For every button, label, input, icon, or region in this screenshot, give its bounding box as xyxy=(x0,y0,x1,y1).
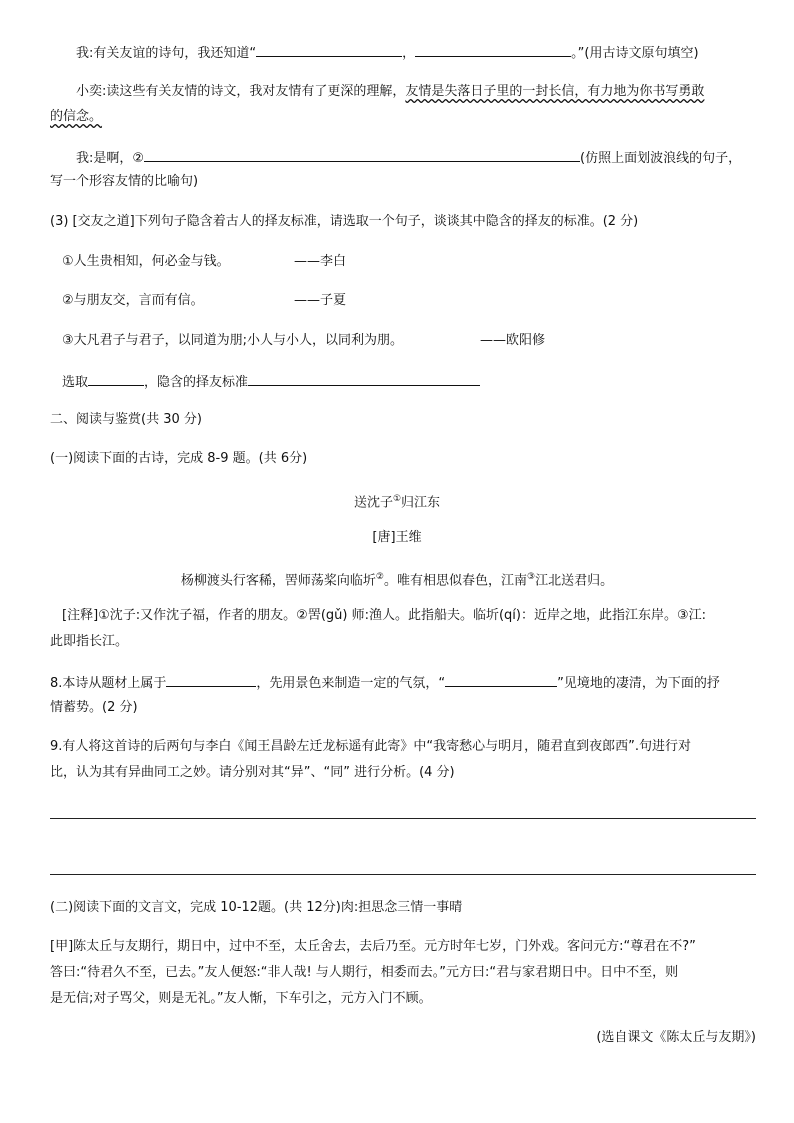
xiaoyi-wavy-text: 友情是失落日子里的一封长信，有力地为你书写勇敢 xyxy=(405,84,705,99)
wenyan-line-2: 答曰:“待君久不至，已去。”友人便怒:“非人哉! 与人期行，相委而去。”元方曰:“君与家君期日中。日中不至，则 xyxy=(50,965,679,980)
q8-b: ，先用景色来制造一定的气氛，“ xyxy=(256,676,446,691)
option-2-text: ②与朋友交，言而有信。 xyxy=(62,293,204,308)
poem-body xyxy=(0,568,794,590)
q9-line-2: 比，认为其有异曲同工之妙。请分别对其“异”、“同” 进行分析。(4 分) xyxy=(50,765,455,780)
xiaoyi-line-2 xyxy=(50,108,102,126)
poem-author: [唐]王维 xyxy=(372,530,422,545)
blank-poem-line-1[interactable] xyxy=(256,43,402,57)
poem-title-b: 归江东 xyxy=(401,495,441,511)
xiaoyi-line-1 xyxy=(76,83,704,101)
option-1-author: ——李白 xyxy=(294,254,347,269)
me-line-1-suffix: 。”(用古诗文原句填空) xyxy=(571,46,699,61)
me-line-2 xyxy=(76,148,741,168)
q8-c: ”见境地的凄清，为下面的抒 xyxy=(557,676,720,691)
part-1-intro: (一)阅读下面的古诗，完成 8-9 题。(共 6分) xyxy=(50,451,308,466)
q8-line-2: 情蓄势。(2 分) xyxy=(50,700,138,715)
blank-q8-genre[interactable] xyxy=(166,673,256,687)
option-3-author: ——欧阳修 xyxy=(480,333,546,348)
answer-line-2[interactable] xyxy=(50,874,756,875)
option-1 xyxy=(62,253,230,271)
part-2-intro: (二)阅读下面的文言文，完成 10-12题。(共 12分)肉:担思念三情一事晴 xyxy=(50,900,463,915)
q8-line-1 xyxy=(50,673,720,693)
option-3-text: ③大凡君子与君子，以同道为朋;小人与小人，以同利为朋。 xyxy=(62,333,404,348)
me-line-2-cont xyxy=(50,173,198,191)
q8-a: 8.本诗从题材上属于 xyxy=(50,676,167,691)
blank-standard[interactable] xyxy=(248,372,480,386)
option-3 xyxy=(62,332,403,350)
poem-notes-line-2: 此即指长江。 xyxy=(50,634,129,649)
xiaoyi-prefix: 小奕:读这些有关友情的诗文，我对友情有了更深的理解， xyxy=(76,84,406,99)
q7-3-answer xyxy=(62,372,480,392)
blank-choice[interactable] xyxy=(88,372,144,386)
option-1-text: ①人生贵相知，何必金与钱。 xyxy=(62,254,230,269)
blank-metaphor[interactable] xyxy=(144,148,580,162)
poem-body-c: 江北送君归。 xyxy=(535,573,614,589)
xiaoyi-wavy-end: 的信念。 xyxy=(50,109,103,124)
q9-line-1: 9.有人将这首诗的后两句与李白《闻王昌龄左迁龙标遥有此寄》中“我寄愁心与明月，随君直到夜郎西”.句进行对 xyxy=(50,739,692,754)
poem-body-b: 。唯有相思似春色，江南 xyxy=(383,573,527,589)
poem-note-3: ③ xyxy=(527,572,536,582)
me-line-2-prefix: 我:是啊，② xyxy=(76,151,145,166)
me-line-2-cont-text: 写一个形容友情的比喻句) xyxy=(50,174,199,189)
poem-title-note: ① xyxy=(392,494,402,504)
wenyan-line-1: [甲]陈太丘与友期行，期日中，过中不至，太丘舍去，去后乃至。元方时年七岁，门外戏。客问元方:“尊君在不?” xyxy=(50,939,696,954)
wenyan-source: (选自课文《陈太丘与友期》) xyxy=(596,1030,756,1045)
q7-3-stem: (3) [交友之道]下列句子隐含着古人的择友标准，请选取一个句子，谈谈其中隐含的择友的标准。(2 分) xyxy=(50,214,639,229)
section-2-title: 二、阅读与鉴赏(共 30 分) xyxy=(50,412,202,427)
poem-title xyxy=(0,490,794,512)
answer-mid: ，隐含的择友标准 xyxy=(144,375,249,390)
blank-q8-quote[interactable] xyxy=(445,673,557,687)
option-2 xyxy=(62,292,204,310)
me-line-2-suffix: (仿照上面划波浪线的句子， xyxy=(580,151,742,166)
poem-notes-line-1: [注释]①沈子:又作沈子福，作者的朋友。②罟(gǔ) 师:渔人。此指船夫。临圻(qí)：近岸之地，此指江东岸。③江: xyxy=(62,608,707,623)
poem-note-2: ② xyxy=(375,572,384,582)
me-line-1-prefix: 我:有关友谊的诗句，我还知道“ xyxy=(76,46,257,61)
answer-prefix: 选取 xyxy=(62,375,89,390)
poem-title-a: 送沈子 xyxy=(353,495,393,511)
answer-line-1[interactable] xyxy=(50,818,756,819)
me-line-1 xyxy=(76,43,699,63)
me-line-1-comma: ， xyxy=(402,46,416,61)
poem-body-a: 杨柳渡头行客稀，罟师荡桨向临圻 xyxy=(180,573,376,589)
option-2-author: ——子夏 xyxy=(294,293,347,308)
wenyan-line-3: 是无信;对子骂父，则是无礼。”友人惭，下车引之，元方入门不顾。 xyxy=(50,991,432,1006)
blank-poem-line-2[interactable] xyxy=(415,43,571,57)
